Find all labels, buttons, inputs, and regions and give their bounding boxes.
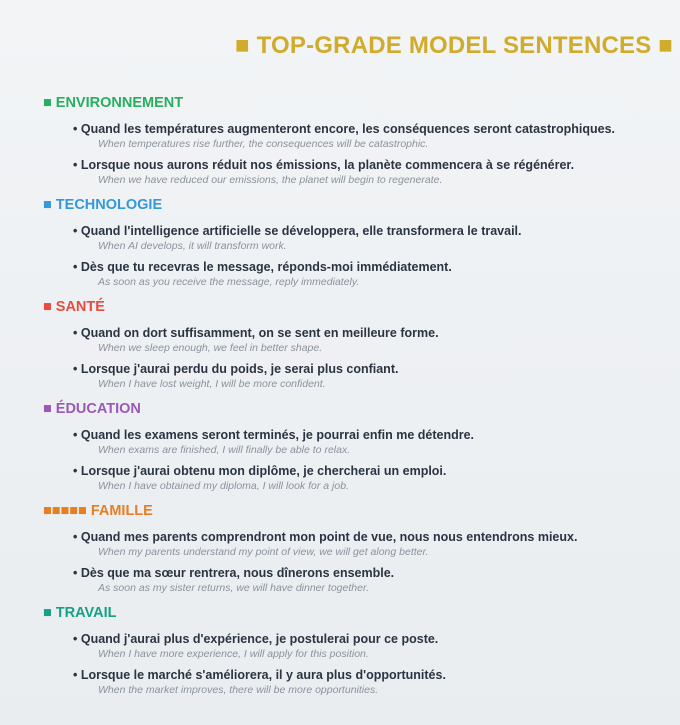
section-heading-technologie: ■ TECHNOLOGIE: [43, 197, 163, 213]
sentence-french: • Dès que tu recevras le message, réponds-moi immédiatement.: [73, 260, 452, 274]
sentence-french: • Quand l'intelligence artificielle se développera, elle transformera le travail.: [73, 224, 522, 238]
section-heading-travail: ■ TRAVAIL: [43, 605, 117, 621]
sentence-french: • Dès que ma sœur rentrera, nous dînerons ensemble.: [73, 566, 395, 580]
section-heading-famille: ■■■■■ FAMILLE: [43, 503, 153, 519]
section-heading-sante: ■ SANTÉ: [43, 299, 105, 315]
section-sante: [43, 298, 673, 390]
sentence-translation: When my parents understand my point of view, we will get along better.: [98, 546, 429, 558]
section-heading-environnement: ■ ENVIRONNEMENT: [43, 95, 184, 111]
list-item: [73, 463, 663, 493]
section-famille: [43, 502, 673, 594]
section-heading-education: ■ ÉDUCATION: [43, 401, 141, 417]
list-item: [73, 667, 663, 697]
sentence-translation: When I have lost weight, I will be more confident.: [98, 378, 326, 390]
sentence-translation: As soon as my sister returns, we will have dinner together.: [98, 582, 369, 594]
sentence-french: • Quand les examens seront terminés, je pourrai enfin me détendre.: [73, 428, 475, 442]
list-item: [73, 121, 663, 151]
list-item: [73, 223, 663, 253]
page-title: ■ TOP-GRADE MODEL SENTENCES ■: [235, 32, 673, 59]
list-item: [73, 631, 663, 661]
sentence-french: • Lorsque nous aurons réduit nos émissions, la planète commencera à se régénérer.: [73, 158, 575, 172]
sentence-french: • Quand on dort suffisamment, on se sent en meilleure forme.: [73, 326, 439, 340]
list-item: [73, 427, 663, 457]
section-environnement: [43, 94, 673, 186]
sentence-french: • Lorsque le marché s'améliorera, il y aura plus d'opportunités.: [73, 668, 446, 682]
list-item: [73, 361, 663, 391]
sentence-translation: When exams are finished, I will finally be able to relax.: [98, 444, 351, 456]
sentence-translation: When we sleep enough, we feel in better shape.: [98, 342, 323, 354]
list-item: [73, 325, 663, 355]
sentence-translation: As soon as you receive the message, reply immediately.: [98, 276, 360, 288]
list-item: [73, 157, 663, 187]
section-education: [43, 400, 673, 492]
sentence-french: • Lorsque j'aurai obtenu mon diplôme, je chercherai un emploi.: [73, 464, 447, 478]
sentence-translation: When we have reduced our emissions, the planet will begin to regenerate.: [98, 174, 443, 186]
sentence-french: • Quand mes parents comprendront mon point de vue, nous nous entendrons mieux.: [73, 530, 578, 544]
sentence-translation: When I have obtained my diploma, I will look for a job.: [98, 480, 349, 492]
section-technologie: [43, 196, 673, 288]
sentence-translation: When AI develops, it will transform work.: [98, 240, 287, 252]
sentence-translation: When the market improves, there will be more opportunities.: [98, 684, 379, 696]
list-item: [73, 529, 663, 559]
list-item: [73, 565, 663, 595]
list-item: [73, 259, 663, 289]
sentence-translation: When I have more experience, I will apply for this position.: [98, 648, 369, 660]
sentence-french: • Quand j'aurai plus d'expérience, je postulerai pour ce poste.: [73, 632, 439, 646]
section-travail: [43, 604, 673, 696]
sentence-french: • Lorsque j'aurai perdu du poids, je serai plus confiant.: [73, 362, 399, 376]
sentence-translation: When temperatures rise further, the consequences will be catastrophic.: [98, 138, 429, 150]
sentence-french: • Quand les températures augmenteront encore, les conséquences seront catastrophiques.: [73, 122, 616, 136]
